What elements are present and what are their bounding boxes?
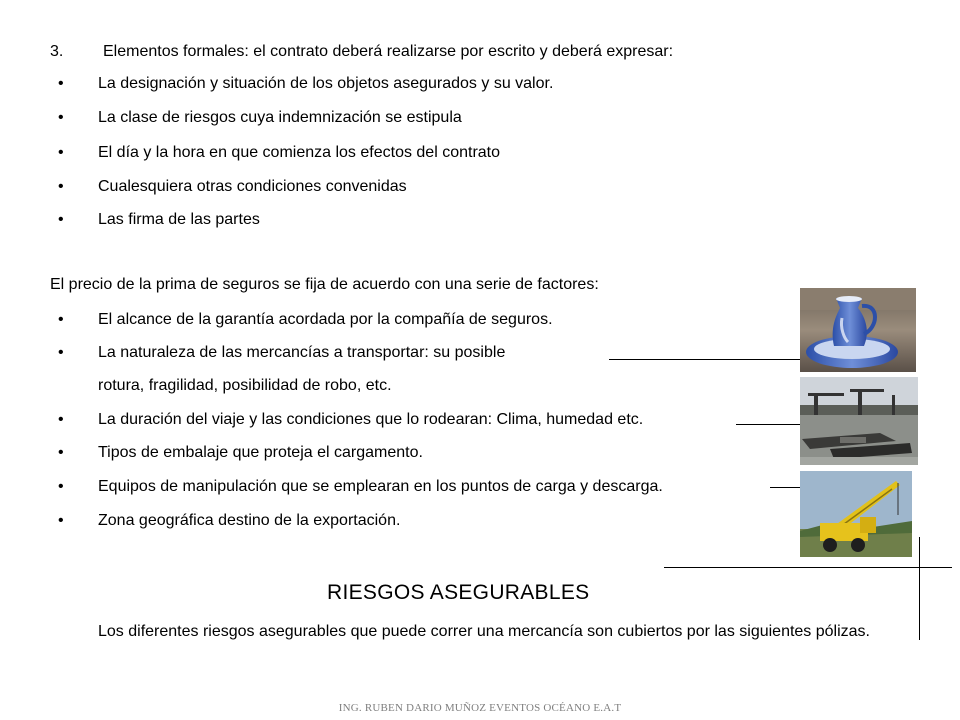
bullet: • [58, 211, 64, 228]
section-intro: Elementos formales: el contrato deberá realizarse por escrito y deberá expresar: [103, 43, 674, 60]
prima-intro: El precio de la prima de seguros se fija de acuerdo con una serie de factores: [50, 276, 599, 293]
riesgos-paragraph: Los diferentes riesgos asegurables que puede correr una mercancía son cubiertos por las siguientes pólizas. [98, 623, 870, 640]
list-item-text: Equipos de manipulación que se emplearan en los puntos de carga y descarga. [98, 478, 663, 495]
bullet: • [58, 444, 64, 461]
bullet: • [58, 478, 64, 495]
footer-author: ING. RUBEN DARIO MUÑOZ EVENTOS OCÉANO E.A.T [338, 702, 622, 714]
bullet: • [58, 178, 64, 195]
list-item-text: Las firma de las partes [98, 211, 260, 228]
list-item-text: La designación y situación de los objetos asegurados y su valor. [98, 75, 554, 92]
bullet: • [58, 109, 64, 126]
section-number: 3. [50, 43, 64, 60]
section-heading: RIESGOS ASEGURABLES [327, 581, 590, 604]
bullet: • [58, 75, 64, 92]
port-ship-photo [800, 377, 918, 465]
bullet: • [58, 512, 64, 529]
list-item-text: Cualesquiera otras condiciones convenidas [98, 178, 407, 195]
crane-photo [800, 471, 912, 557]
list-item-text: rotura, fragilidad, posibilidad de robo, etc. [98, 377, 392, 394]
connector-line [736, 424, 802, 425]
list-item-text: Tipos de embalaje que proteja el cargamento. [98, 444, 423, 461]
pitcher-and-basin-photo [800, 288, 916, 372]
bullet: • [58, 311, 64, 328]
divider-line [664, 567, 952, 568]
list-item-text: El día y la hora en que comienza los efectos del contrato [98, 144, 501, 161]
list-item-text: La clase de riesgos cuya indemnización se estipula [98, 109, 462, 126]
bullet: • [58, 344, 64, 361]
list-item-text: La duración del viaje y las condiciones que lo rodearan: Clima, humedad etc. [98, 411, 644, 428]
list-item-text: La naturaleza de las mercancías a transportar: su posible [98, 344, 506, 361]
list-item-text: Zona geográfica destino de la exportación. [98, 512, 401, 529]
list-item-text: El alcance de la garantía acordada por la compañía de seguros. [98, 311, 553, 328]
bullet: • [58, 144, 64, 161]
divider-vertical-line [919, 537, 920, 640]
bullet: • [58, 411, 64, 428]
